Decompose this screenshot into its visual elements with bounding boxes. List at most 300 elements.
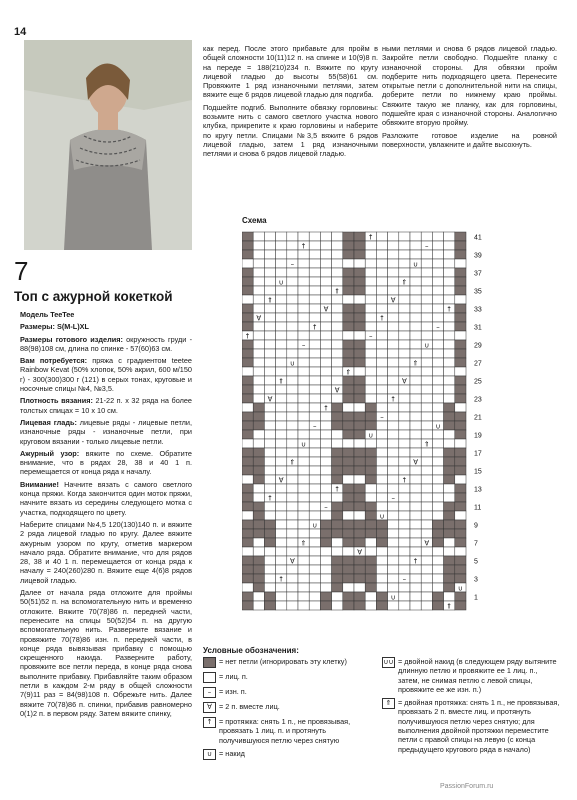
chart-cell: [455, 286, 466, 295]
stitch-symbol: ↑: [278, 575, 285, 584]
chart-cell: [399, 367, 410, 376]
chart-cell: [242, 493, 253, 502]
chart-cell: [354, 466, 365, 475]
chart-cell: [253, 529, 264, 538]
chart-cell: [242, 439, 253, 448]
chart-cell: [455, 394, 466, 403]
chart-cell: [276, 403, 287, 412]
stitch-symbol: ↑: [323, 404, 329, 413]
chart-cell: [287, 601, 298, 610]
chart-cell: [432, 574, 443, 583]
chart-cell: [410, 340, 421, 349]
chart-cell: [376, 565, 387, 574]
paragraph-text: 21-22 п. х 32 ряда на более толстых спицах = 10 х 10 см.: [20, 396, 192, 415]
chart-cell: [287, 493, 298, 502]
chart-cell: [264, 520, 275, 529]
chart-cell: [298, 484, 309, 493]
chart-cell: [410, 538, 421, 547]
chart-cell: [444, 241, 455, 250]
legend-item: [203, 672, 378, 683]
chart-cell: [444, 565, 455, 574]
chart-cell: [343, 529, 354, 538]
chart-cell: [388, 340, 399, 349]
chart-cell: [444, 439, 455, 448]
paragraph-label: Вам потребуется:: [20, 356, 88, 366]
legend-symbol: [203, 657, 216, 668]
legend-text: = протяжка: снять 1 п., не провязывая, провязать 1 лиц. п. и протянуть получившуюся петлю через снятую: [219, 717, 351, 745]
chart-cell: [320, 232, 331, 241]
chart-cell: [376, 403, 387, 412]
chart-cell: [388, 520, 399, 529]
chart-cell: [332, 439, 343, 448]
chart-cell: [287, 484, 298, 493]
left-paragraph: [20, 335, 192, 354]
chart-cell: [253, 376, 264, 385]
stitch-symbol: ↑: [300, 242, 307, 251]
chart-cell: [444, 403, 455, 412]
chart-cell: [242, 583, 253, 592]
chart-cell: [309, 313, 320, 322]
chart-cell: [320, 331, 331, 340]
chart-cell: [432, 484, 443, 493]
stitch-symbol: –: [290, 260, 295, 269]
stitch-symbol: –: [324, 503, 328, 512]
chart-cell: [242, 529, 253, 538]
chart-cell: [320, 250, 331, 259]
chart-cell: [365, 457, 376, 466]
chart-cell: [309, 574, 320, 583]
chart-cell: [343, 421, 354, 430]
row-number: 33: [474, 306, 482, 314]
stitch-symbol: ⇑: [278, 377, 285, 386]
chart-cell: [388, 538, 399, 547]
legend-symbol: ∪: [203, 749, 216, 760]
chart-cell: [276, 466, 287, 475]
chart-cell: [242, 511, 253, 520]
chart-cell: [298, 331, 309, 340]
chart-cell: [343, 484, 354, 493]
chart-cell: [242, 340, 253, 349]
chart-cell: [298, 448, 309, 457]
stitch-symbol: ∪: [301, 440, 307, 449]
chart-cell: [287, 268, 298, 277]
stitch-symbol: ↑: [267, 494, 273, 503]
chart-cell: [432, 232, 443, 241]
chart-cell: [264, 268, 275, 277]
stitch-symbol: ∪: [390, 593, 396, 602]
chart-cell: [432, 457, 443, 466]
stitch-symbol: ∪: [312, 521, 318, 530]
legend-text: = накид: [219, 748, 245, 758]
chart-cell: [309, 538, 320, 547]
chart-cell: [444, 520, 455, 529]
legend-text: = двойной накид (в следующем ряду вытяните длинную петлю и провяжите ее 1 лиц. п., затем, не снимая петлю с левой спицы, провяжите ее же изн. п.): [398, 657, 557, 694]
chart-cell: [399, 394, 410, 403]
chart-cell: [365, 592, 376, 601]
chart-cell: [410, 295, 421, 304]
chart-cell: [455, 484, 466, 493]
chart-cell: [399, 439, 410, 448]
legend-symbol: ⇑: [382, 698, 395, 709]
chart-cell: [410, 232, 421, 241]
chart-cell: [276, 592, 287, 601]
chart-cell: [444, 376, 455, 385]
chart-cell: [320, 529, 331, 538]
chart-cell: [388, 322, 399, 331]
chart-cell: [253, 511, 264, 520]
chart-cell: [365, 520, 376, 529]
chart-cell: [410, 466, 421, 475]
chart-cell: [253, 601, 264, 610]
chart-cell: [365, 583, 376, 592]
chart-cell: [298, 502, 309, 511]
chart-cell: [410, 367, 421, 376]
chart-cell: [276, 565, 287, 574]
chart-cell: [242, 250, 253, 259]
chart-cell: [410, 493, 421, 502]
chart-cell: [432, 367, 443, 376]
chart-cell: [354, 232, 365, 241]
stitch-symbol: ⇑: [300, 539, 307, 548]
legend-item: [203, 687, 378, 698]
chart-cell: [410, 574, 421, 583]
chart-cell: [410, 385, 421, 394]
chart-cell: [253, 475, 264, 484]
chart-cell: [298, 286, 309, 295]
chart-cell: [276, 304, 287, 313]
chart-cell: [298, 565, 309, 574]
chart-cell: [354, 493, 365, 502]
chart-cell: [399, 520, 410, 529]
chart-cell: [253, 286, 264, 295]
legend-left: [203, 657, 378, 764]
stitch-symbol: ∀: [334, 386, 340, 395]
chart-cell: [287, 394, 298, 403]
chart-cell: [421, 565, 432, 574]
chart-cell: [388, 529, 399, 538]
chart-cell: [242, 394, 253, 403]
chart-cell: [421, 529, 432, 538]
chart-cell: [376, 448, 387, 457]
chart-cell: [343, 277, 354, 286]
chart-cell: [388, 565, 399, 574]
left-paragraph: [20, 310, 192, 319]
legend-item: [382, 698, 560, 754]
chart-cell: [432, 241, 443, 250]
chart-cell: [287, 250, 298, 259]
chart-cell: [253, 592, 264, 601]
chart-cell: [365, 259, 376, 268]
chart-cell: [365, 556, 376, 565]
chart-cell: [354, 430, 365, 439]
chart-cell: [455, 430, 466, 439]
chart-cell: [455, 520, 466, 529]
chart-cell: [410, 547, 421, 556]
chart-cell: [455, 556, 466, 565]
chart-cell: [287, 583, 298, 592]
chart-cell: [298, 322, 309, 331]
chart-cell: [276, 511, 287, 520]
chart-cell: [332, 601, 343, 610]
chart-cell: [376, 439, 387, 448]
chart-cell: [298, 394, 309, 403]
chart-cell: [309, 331, 320, 340]
chart-cell: [421, 394, 432, 403]
chart-cell: [444, 232, 455, 241]
chart-cell: [320, 520, 331, 529]
chart-cell: [365, 511, 376, 520]
chart-cell: [365, 493, 376, 502]
chart-cell: [376, 349, 387, 358]
row-number: 23: [474, 396, 482, 404]
chart-cell: [455, 493, 466, 502]
chart-cell: [320, 340, 331, 349]
legend-symbol: [203, 672, 216, 683]
chart-cell: [242, 232, 253, 241]
chart-cell: [343, 295, 354, 304]
legend-text: = 2 п. вместе лиц.: [219, 702, 280, 711]
chart-cell: [444, 259, 455, 268]
footer-watermark: PassionForum.ru: [440, 783, 494, 790]
chart-cell: [354, 439, 365, 448]
chart-cell: [432, 295, 443, 304]
chart-cell: [455, 250, 466, 259]
left-paragraph: [20, 480, 192, 517]
chart-cell: [253, 250, 264, 259]
chart-cell: [432, 601, 443, 610]
chart-cell: [276, 322, 287, 331]
chart-cell: [354, 277, 365, 286]
chart-cell: [276, 493, 287, 502]
chart-cell: [309, 295, 320, 304]
stitch-symbol: ∪: [457, 584, 463, 593]
chart-cell: [242, 538, 253, 547]
legend-symbol: –: [203, 687, 216, 698]
chart-cell: [455, 592, 466, 601]
chart-cell: [388, 466, 399, 475]
chart-cell: [242, 259, 253, 268]
chart-cell: [365, 250, 376, 259]
chart-cell: [343, 322, 354, 331]
chart-cell: [455, 331, 466, 340]
row-number: 19: [474, 432, 482, 440]
chart-cell: [388, 511, 399, 520]
chart-cell: [399, 592, 410, 601]
chart-cell: [388, 349, 399, 358]
chart-cell: [376, 466, 387, 475]
chart-cell: [388, 313, 399, 322]
stitch-symbol: ∪: [289, 359, 295, 368]
chart-cell: [253, 277, 264, 286]
chart-cell: [432, 340, 443, 349]
chart-cell: [264, 277, 275, 286]
stitch-symbol: ↑: [311, 323, 318, 332]
chart-cell: [332, 529, 343, 538]
chart-cell: [242, 385, 253, 394]
stitch-symbol: –: [369, 332, 373, 341]
chart-cell: [376, 502, 387, 511]
chart-cell: [455, 511, 466, 520]
chart-cell: [365, 241, 376, 250]
chart-cell: [253, 322, 264, 331]
chart-cell: [432, 358, 443, 367]
paragraph-label: Внимание!: [20, 479, 59, 489]
chart-cell: [298, 385, 309, 394]
chart-cell: [432, 331, 443, 340]
chart-cell: [242, 313, 253, 322]
chart-cell: [276, 601, 287, 610]
chart-cell: [444, 358, 455, 367]
chart-cell: [242, 241, 253, 250]
chart-cell: [343, 313, 354, 322]
chart-cell: [343, 592, 354, 601]
chart-cell: [253, 493, 264, 502]
chart-cell: [276, 439, 287, 448]
stitch-symbol: ↑: [334, 485, 341, 494]
paragraph-label: Модель TeeTee: [20, 310, 75, 319]
chart-cell: [388, 403, 399, 412]
chart-cell: [354, 250, 365, 259]
chart-cell: [365, 304, 376, 313]
chart-cell: [320, 439, 331, 448]
chart-cell: [432, 511, 443, 520]
chart-cell: [432, 286, 443, 295]
row-number: 3: [474, 576, 478, 584]
chart-cell: [410, 502, 421, 511]
chart-cell: [343, 286, 354, 295]
chart-cell: [444, 367, 455, 376]
chart-cell: [264, 340, 275, 349]
chart-cell: [421, 313, 432, 322]
chart-cell: [298, 493, 309, 502]
chart-cell: [320, 313, 331, 322]
chart-cell: [253, 295, 264, 304]
left-paragraph: [20, 588, 192, 718]
chart-cell: [365, 349, 376, 358]
legend-title: Условные обозначения:: [203, 646, 299, 655]
chart-cell: [287, 340, 298, 349]
stitch-symbol: ↑: [244, 332, 251, 341]
chart-cell: [253, 349, 264, 358]
chart-cell: [421, 556, 432, 565]
chart-cell: [421, 601, 432, 610]
chart-cell: [455, 574, 466, 583]
chart-cell: [320, 295, 331, 304]
chart-cell: [410, 241, 421, 250]
stitch-symbol: ↑: [412, 557, 419, 566]
paragraph-label: Размеры готового изделия:: [20, 334, 123, 344]
chart-cell: [421, 304, 432, 313]
chart-cell: [332, 475, 343, 484]
right-text-column: [382, 44, 557, 152]
chart-cell: [287, 475, 298, 484]
chart-cell: [354, 286, 365, 295]
chart-cell: [276, 457, 287, 466]
chart-cell: [376, 493, 387, 502]
chart-cell: [388, 484, 399, 493]
chart-cell: [276, 349, 287, 358]
chart-cell: [444, 394, 455, 403]
chart-cell: [399, 484, 410, 493]
chart-cell: [421, 250, 432, 259]
chart-cell: [388, 376, 399, 385]
chart-cell: [399, 448, 410, 457]
chart-cell: [354, 331, 365, 340]
chart-cell: [376, 295, 387, 304]
chart-cell: [455, 502, 466, 511]
chart-cell: [410, 412, 421, 421]
chart-cell: [432, 412, 443, 421]
chart-cell: [264, 385, 275, 394]
chart-cell: [253, 457, 264, 466]
chart-cell: [287, 331, 298, 340]
chart-cell: [399, 322, 410, 331]
chart-cell: [399, 421, 410, 430]
chart-cell: [264, 376, 275, 385]
chart-cell: [410, 376, 421, 385]
chart-cell: [365, 295, 376, 304]
chart-cell: [399, 331, 410, 340]
chart-cell: [455, 358, 466, 367]
stitch-symbol: ⇑: [446, 602, 453, 611]
legend-text: = двойная протяжка: снять 1 п., не провязывая, провязать 2 п. вместе лиц. и протянуть получившуюся петлю через снятую; для выполнения двойной протяжки переместите петли с правой спицы на левую (с конца предыдущего кругового ряда в начало): [398, 698, 560, 754]
chart-cell: [421, 277, 432, 286]
chart-cell: [264, 259, 275, 268]
chart-cell: [343, 268, 354, 277]
chart-cell: [365, 547, 376, 556]
chart-cell: [399, 403, 410, 412]
row-number: 41: [474, 234, 482, 242]
chart-cell: [421, 430, 432, 439]
chart-cell: [376, 592, 387, 601]
chart-cell: [399, 466, 410, 475]
paragraph-label: Плотность вязания:: [20, 396, 93, 406]
chart-cell: [354, 340, 365, 349]
chart-cell: [421, 295, 432, 304]
stitch-symbol: ↑: [367, 233, 374, 242]
chart-cell: [309, 286, 320, 295]
chart-cell: [309, 277, 320, 286]
chart-cell: [399, 457, 410, 466]
chart-cell: [264, 475, 275, 484]
chart-cell: [444, 421, 455, 430]
chart-cell: [276, 502, 287, 511]
chart-cell: [376, 574, 387, 583]
chart-cell: [421, 376, 432, 385]
legend-symbol: ∀: [203, 702, 216, 713]
chart-cell: [376, 520, 387, 529]
chart-cell: [264, 601, 275, 610]
chart-cell: [388, 304, 399, 313]
chart-cell: [388, 232, 399, 241]
chart-cell: [332, 358, 343, 367]
chart-cell: [432, 565, 443, 574]
chart-cell: [309, 475, 320, 484]
chart-cell: [410, 448, 421, 457]
chart-cell: [332, 394, 343, 403]
stitch-symbol: –: [425, 242, 429, 251]
chart-cell: [354, 457, 365, 466]
chart-cell: [320, 448, 331, 457]
chart-cell: [343, 250, 354, 259]
chart-cell: [444, 556, 455, 565]
chart-cell: [444, 592, 455, 601]
chart-cell: [399, 259, 410, 268]
chart-cell: [309, 259, 320, 268]
chart-cell: [376, 475, 387, 484]
stitch-symbol: ⇑: [345, 368, 352, 377]
chart-cell: [354, 295, 365, 304]
